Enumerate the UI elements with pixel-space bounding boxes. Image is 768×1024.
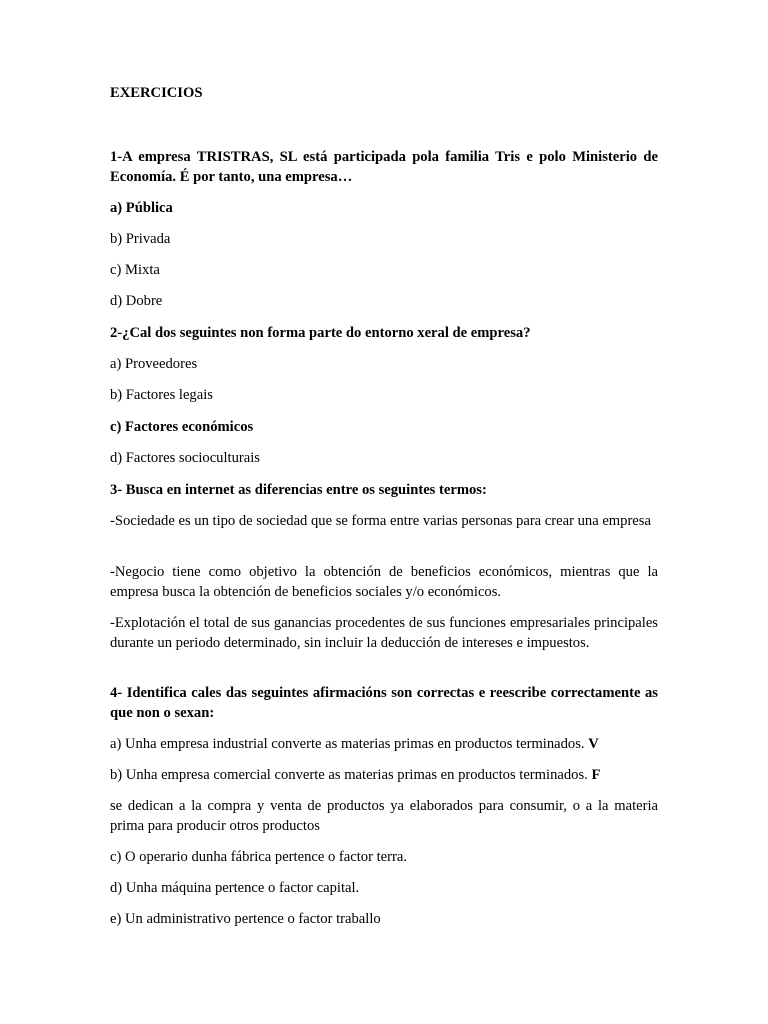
q4-item-a (110, 735, 658, 755)
q4-item-e: e) Un administrativo pertence o factor traballo (110, 911, 381, 927)
q2-option-c: c) Factores económicos (110, 419, 254, 435)
q4-correction: se dedican a la compra y venta de productos ya elaborados para consumir, o a la materia prima para producir otros productos (110, 798, 658, 834)
q4-item-a-mark: V (588, 736, 599, 752)
q1-option-b: b) Privada (110, 231, 171, 247)
q4-item-c: c) O operario dunha fábrica pertence o factor terra. (110, 849, 407, 865)
question-4: 4- Identifica cales das seguintes afirmacións son correctas e reescribe correctamente as que non o sexan: (110, 685, 658, 721)
q3-answer-explotacion: -Explotación el total de sus ganancias procedentes de sus funciones empresariales principales durante un periodo determinado, sin incluir la deducción de intereses e impuestos. (110, 615, 658, 651)
q4-item-b-mark: F (591, 767, 601, 783)
q4-item-d: d) Unha máquina pertence o factor capital. (110, 880, 360, 896)
q3-answer-negocio: -Negocio tiene como objetivo la obtención de beneficios económicos, mientras que la empresa busca la obtención de beneficios sociales y/o económicos. (110, 564, 658, 600)
q4-item-b-text: b) Unha empresa comercial converte as materias primas en productos terminados. (110, 767, 588, 783)
q2-option-a: a) Proveedores (110, 356, 198, 372)
question-1: 1-A empresa TRISTRAS, SL está participada pola familia Tris e polo Ministerio de Economía. É por tanto, una empresa… (110, 149, 658, 185)
document-page (110, 0, 658, 1024)
q2-option-b: b) Factores legais (110, 387, 213, 403)
document-title: EXERCICIOS (110, 85, 203, 101)
q4-item-a-text: a) Unha empresa industrial converte as materias primas en productos terminados. (110, 736, 585, 752)
q2-option-d: d) Factores socioculturais (110, 450, 260, 466)
q4-item-b (110, 766, 658, 786)
question-3: 3- Busca en internet as diferencias entre os seguintes termos: (110, 482, 487, 498)
q1-option-a: a) Pública (110, 200, 173, 216)
q1-option-d: d) Dobre (110, 293, 163, 309)
q3-answer-sociedade: -Sociedade es un tipo de sociedad que se forma entre varias personas para crear una empresa (110, 513, 651, 529)
q1-option-c: c) Mixta (110, 262, 160, 278)
question-2: 2-¿Cal dos seguintes non forma parte do entorno xeral de empresa? (110, 325, 531, 341)
